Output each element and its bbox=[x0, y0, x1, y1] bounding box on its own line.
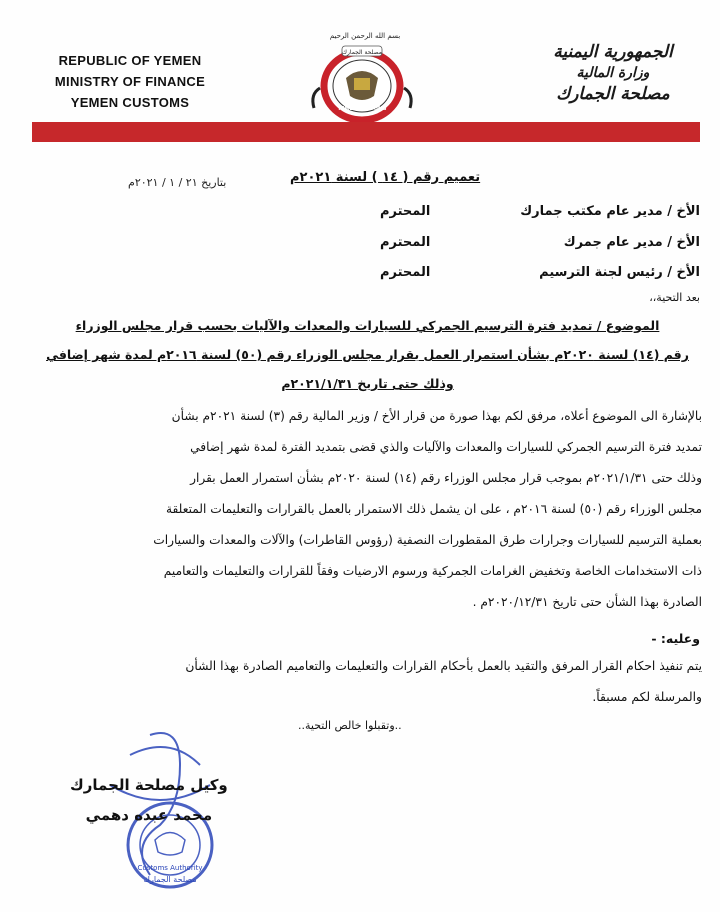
stamp-arabic-text: مصلحة الجمارك bbox=[143, 875, 197, 884]
addressee-row bbox=[340, 235, 700, 250]
yemen-customs-emblem-icon bbox=[306, 42, 418, 124]
addressee-honorific: المحترم bbox=[380, 265, 431, 280]
addressee-honorific: المحترم bbox=[380, 235, 431, 250]
letterhead-customs: YEMEN CUSTOMS bbox=[70, 95, 190, 110]
letterhead-ar-ministry: وزارة المالية bbox=[576, 65, 650, 81]
greeting: بعد التحية،، bbox=[649, 291, 700, 304]
addressee-name: الأخ / رئيس لجنة الترسيم bbox=[539, 265, 700, 280]
signature-block bbox=[70, 770, 228, 830]
addressee-row bbox=[340, 204, 700, 219]
closing-greeting: ..وتقبلوا خالص التحية.. bbox=[298, 719, 402, 732]
subject-line: رقم (١٤) لسنة ٢٠٢٠م بشأن استمرار العمل بقرار مجلس الوزراء رقم (٥٠) لسنة ٢٠١٦م لمدة شهر إضافي bbox=[46, 347, 689, 362]
subject-line: الموضوع / تمديد فترة الترسيم الجمركي للسيارات والمعدات والآليات بحسب قرار مجلس الوزراء bbox=[75, 318, 660, 333]
body-line: الصادرة بهذا الشأن حتى تاريخ ٢٠٢٠/١٢/٣١م . bbox=[472, 595, 702, 609]
basmala: بسم الله الرحمن الرحيم bbox=[329, 32, 401, 40]
english-letterhead bbox=[30, 50, 230, 113]
addressee-honorific: المحترم bbox=[380, 204, 431, 219]
body-line: بالإشارة الى الموضوع أعلاه، مرفق لكم بهذا صورة من قرار الأخ / وزير المالية رقم (٣) لسنة ٢٠٢١م بشأن bbox=[171, 409, 702, 423]
header-red-bar bbox=[32, 122, 700, 142]
body-line: تمديد فترة الترسيم الجمركي للسيارات والمعدات والآليات والذي قضى بتمديد الفترة لمدة شهر إضافي bbox=[190, 440, 702, 454]
addressee-row bbox=[340, 265, 700, 280]
letterhead-republic: REPUBLIC OF YEMEN bbox=[58, 53, 202, 68]
execution-line: والمرسلة لكم مسبقاً. bbox=[592, 690, 702, 704]
body-line: وذلك حتى ٢٠٢١/١/٣١م بموجب قرار مجلس الوزراء رقم (١٤) لسنة ٢٠٢٠م بشأن استمرار العمل بقرار bbox=[190, 471, 702, 485]
circular-date: بتاريخ ٢١ / ١ / ٢٠٢١م bbox=[128, 176, 227, 189]
addressee-name: الأخ / مدير عام مكتب جمارك bbox=[520, 204, 700, 219]
emblem-arabic-label: مصلحة الجمارك bbox=[342, 49, 382, 56]
arabic-letterhead bbox=[528, 42, 698, 105]
emblem-english-label: YEMEN CUSTOMS bbox=[337, 106, 387, 112]
stamp-english-text: Customs Authority bbox=[137, 864, 203, 872]
subject-line: وذلك حتى تاريخ ٢٠٢١/١/٣١م bbox=[281, 376, 454, 391]
letterhead-ministry: MINISTRY OF FINANCE bbox=[54, 74, 206, 89]
addressee-name: الأخ / مدير عام جمرك bbox=[563, 235, 700, 250]
body-line: بعملية الترسيم للسيارات وجرارات طرق المقطورات النصفية (رؤوس القاطرات) والآلات والمعدات والسيارات bbox=[153, 533, 702, 547]
wa-alayh-label: وعليه: - bbox=[651, 631, 700, 646]
body-line: ذات الاستخدامات الخاصة وتخفيض الغرامات الجمركية ورسوم الارضيات وفقاً للقرارات والتعليمات والتعاميم bbox=[163, 564, 702, 578]
letterhead-ar-customs: مصلحة الجمارك bbox=[556, 84, 670, 104]
letterhead-ar-republic: الجمهورية اليمنية bbox=[553, 42, 673, 62]
signatory-title: وكيل مصلحة الجمارك bbox=[70, 776, 228, 794]
execution-line: يتم تنفيذ احكام القرار المرفق والتقيد بالعمل بأحكام القرارات والتعليمات والتعاميم الصادرة بهذا الشأن bbox=[185, 659, 702, 673]
circular-title: تعميم رقم ( ١٤ ) لسنة ٢٠٢١م bbox=[290, 170, 481, 185]
body-line: مجلس الوزراء رقم (٥٠) لسنة ٢٠١٦م ، على ان يشمل ذلك الاستمرار بالعمل بالقرارات والتعليمات المتعلقة bbox=[165, 502, 702, 516]
signatory-name: محمد عبده دهمي bbox=[85, 806, 213, 824]
